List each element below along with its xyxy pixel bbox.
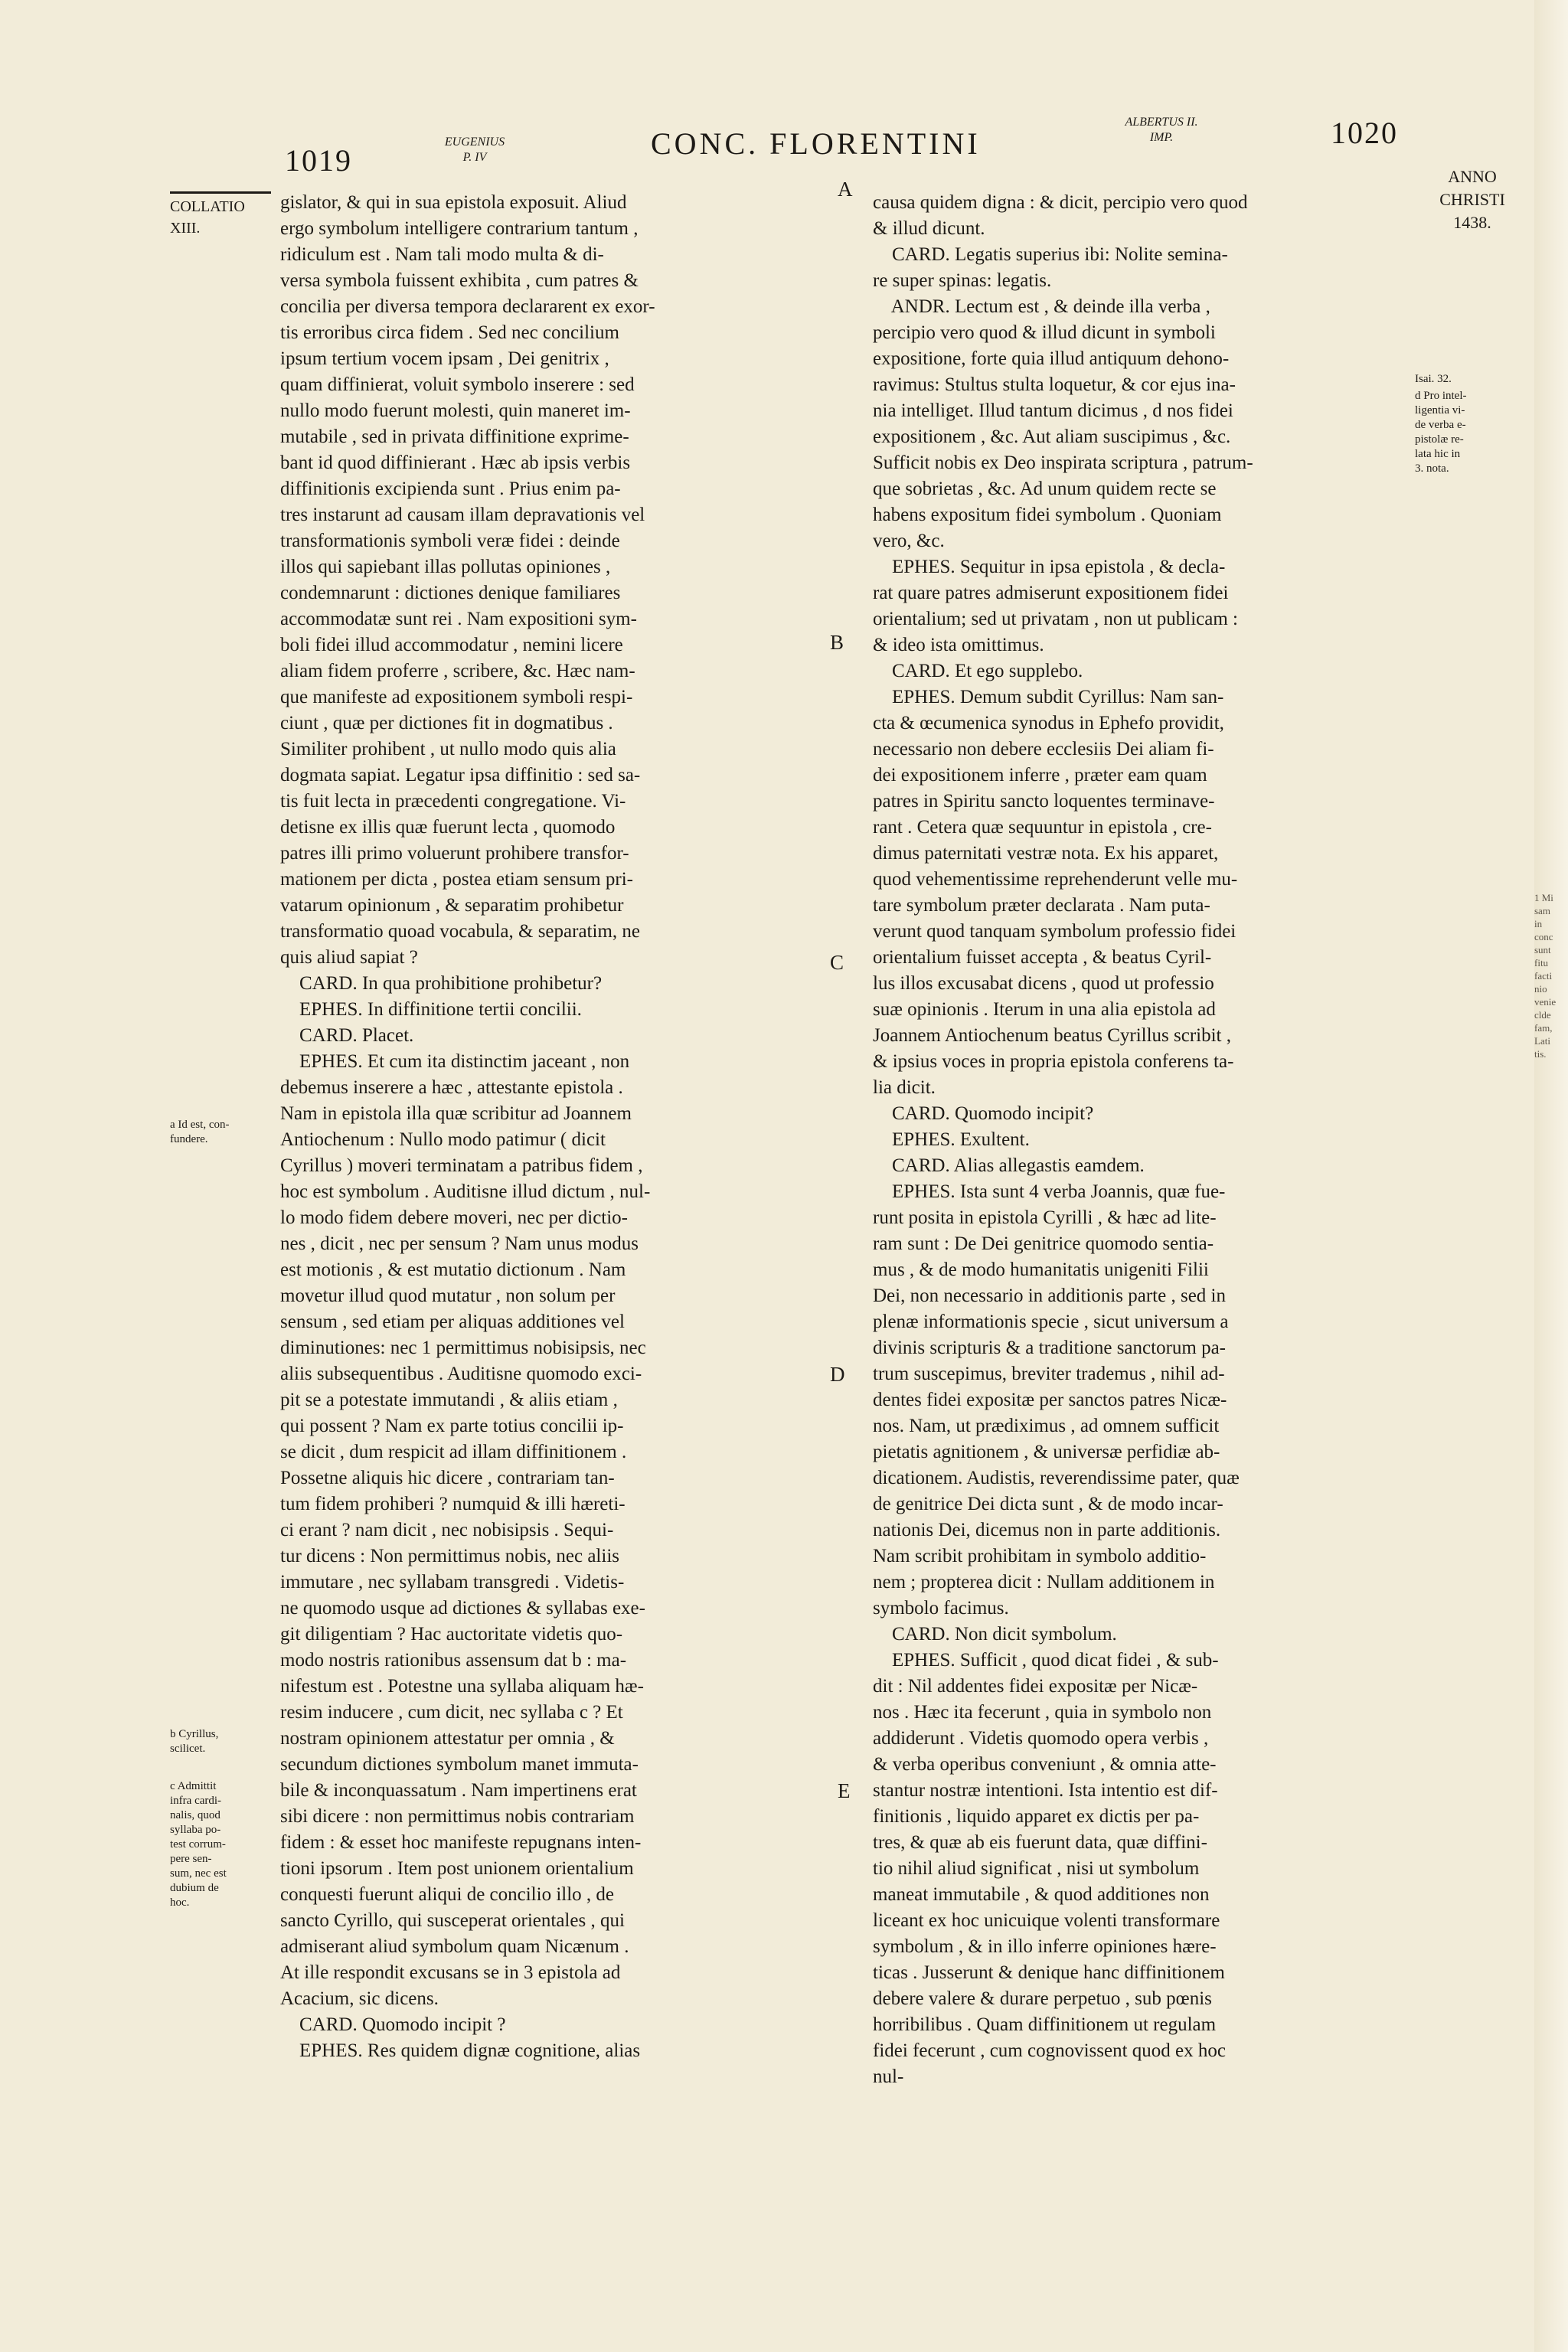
text-line: nos . Hæc ita fecerunt , quia in symbolo non (873, 1702, 1212, 1723)
text-line: Similiter prohibent , ut nullo modo quis alia (280, 739, 616, 760)
text-line: ram sunt : De Dei genitrice quomodo sentia- (873, 1233, 1214, 1254)
text-line: tur dicens : Non permittimus nobis, nec aliis (280, 1546, 619, 1566)
text-line: illos qui sapiebant illas pollutas opiniones , (280, 557, 611, 577)
collatio-label (170, 196, 271, 239)
text-line: sancto Cyrillo, qui susceperat orientales , qui (280, 1910, 625, 1931)
text-line: ergo symbolum intelligere contrarium tantum , (280, 218, 639, 239)
text-line: nes , dicit , nec per sensum ? Nam unus modus (280, 1233, 639, 1254)
text-line: sensum , sed etiam per aliquas additiones vel (280, 1312, 625, 1332)
text-line: patres illi primo voluerunt prohibere transfor- (280, 843, 629, 864)
text-line: conquesti fuerunt aliqui de concilio illo , de (280, 1884, 614, 1905)
text-line: verunt quod tanquam symbolum professio fidei (873, 921, 1236, 942)
text-line: boli fidei illud accommodatur , nemini licere (280, 635, 623, 655)
text-line: & verba operibus conveniunt , & omnia atte- (873, 1754, 1217, 1775)
pope-header-text: EUGENIUS P. IV (444, 136, 505, 164)
text-line: bant id quod diffinierant . Hæc ab ipsis verbis (280, 452, 631, 473)
year-note (1415, 165, 1530, 234)
text-line: debere valere & durare perpetuo , sub pœnis (873, 1988, 1212, 2009)
margin-note-c-text: c Admittit infra cardi- nalis, quod syllaba po- test corrum- pere sen- sum, nec est dubium de hoc. (170, 1780, 227, 1909)
text-line: diminutiones: nec 1 permittimus nobisipsis, nec (280, 1338, 646, 1358)
text-line: At ille respondit excusans se in 3 epistola ad (280, 1962, 621, 1983)
text-line: nem ; propterea dicit : Nullam additionem in (873, 1572, 1215, 1592)
text-line: sibi dicere : non permittimus nobis contrariam (280, 1806, 635, 1827)
text-line: expositionem , &c. Aut aliam suscipimus , &c. (873, 426, 1231, 447)
text-line: Dei, non necessario in additionis parte , sed in (873, 1285, 1226, 1306)
text-line: dogmata sapiat. Legatur ipsa diffinitio : sed sa- (280, 765, 641, 786)
text-line: CARD. In qua prohibitione prohibetur? (280, 973, 603, 994)
text-line: cta & œcumenica synodus in Ephefo providit, (873, 713, 1224, 733)
text-line: causa quidem digna : & dicit, percipio vero quod (873, 192, 1248, 213)
text-line: CARD. Placet. (280, 1025, 414, 1046)
text-line: EPHES. Res quidem dignæ cognitione, alias (280, 2040, 641, 2061)
text-line: divinis scripturis & a traditione sanctorum pa- (873, 1338, 1227, 1358)
text-line: dicationem. Audistis, reverendissime pater, quæ (873, 1468, 1240, 1488)
text-line: ANDR. Lectum est , & deinde illa verba , (873, 296, 1210, 317)
text-line: nia intelliget. Illud tantum dicimus , d nos fidei (873, 400, 1233, 421)
text-line: tio nihil aliud significat , nisi ut symbolum (873, 1858, 1200, 1879)
page-number-right: 1020 (1331, 116, 1398, 150)
text-line: transformationis symboli veræ fidei : deinde (280, 531, 620, 551)
text-line: que sobrietas , &c. Ad unum quidem recte se (873, 479, 1217, 499)
left-text-column (280, 190, 833, 2064)
text-line: aliam fidem proferre , scribere, &c. Hæc nam- (280, 661, 635, 681)
text-line: Nam in epistola illa quæ scribitur ad Joannem (280, 1103, 632, 1124)
text-line: dentes fidei expositæ per sanctos patres Nicæ- (873, 1390, 1227, 1410)
text-line: patres in Spiritu sancto loquentes terminave- (873, 791, 1215, 812)
text-line: EPHES. Sufficit , quod dicat fidei , & sub- (873, 1650, 1219, 1671)
text-line: est motionis , & est mutatio dictionum . Nam (280, 1259, 626, 1280)
text-line: nostram opinionem attestatur per omnia , & (280, 1728, 615, 1749)
pope-header (429, 135, 521, 165)
text-line: orientalium; sed ut privatam , non ut publicam : (873, 609, 1238, 629)
text-line: runt posita in epistola Cyrilli , & hæc ad lite- (873, 1207, 1217, 1228)
text-line: Joannem Antiochenum beatus Cyrillus scribit , (873, 1025, 1231, 1046)
page-edge (1534, 0, 1568, 2352)
text-line: CARD. Quomodo incipit? (873, 1103, 1094, 1124)
text-line: CARD. Quomodo incipit ? (280, 2014, 506, 2035)
text-line: que manifeste ad expositionem symboli respi- (280, 687, 633, 707)
margin-note-isai (1415, 372, 1537, 387)
text-line: gislator, & qui in sua epistola exposuit. Aliud (280, 192, 627, 213)
text-line: qui possent ? Nam ex parte totius concilii ip- (280, 1416, 624, 1436)
text-line: resim inducere , cum dicit, nec syllaba c ? Et (280, 1702, 623, 1723)
text-line: EPHES. Exultent. (873, 1129, 1030, 1150)
margin-note-a-text: a Id est, con- fundere. (170, 1119, 230, 1145)
text-line: modo nostris rationibus assensum dat b : ma- (280, 1650, 627, 1671)
text-line: tare symbolum præter declarata . Nam puta- (873, 895, 1210, 916)
text-line: quis aliud sapiat ? (280, 947, 418, 968)
text-line: fidem : & esset hoc manifeste repugnans inten- (280, 1832, 642, 1853)
text-line: detisne ex illis quæ fuerunt lecta , quomodo (280, 817, 616, 838)
text-line: transformatio quoad vocabula, & separatim, ne (280, 921, 640, 942)
text-line: fidei fecerunt , cum cognovissent quod ex hoc (873, 2040, 1226, 2061)
year-note-text: ANNO CHRISTI 1438. (1439, 167, 1505, 232)
text-line: secundum dictiones symbolum manet immuta- (280, 1754, 639, 1775)
text-line: rat quare patres admiserunt expositionem fidei (873, 583, 1229, 603)
collatio-text: COLLATIO XIII. (170, 198, 245, 237)
text-line: CARD. Alias allegastis eamdem. (873, 1155, 1145, 1176)
text-line: se dicit , dum respicit ad illam diffinitionem . (280, 1442, 627, 1462)
text-line: Sufficit nobis ex Deo inspirata scriptura , patrum- (873, 452, 1253, 473)
text-line: nul- (873, 2066, 904, 2087)
text-line: nos. Nam, ut prædiximus , ad omnem sufficit (873, 1416, 1220, 1436)
text-line: lia dicit. (873, 1077, 936, 1098)
text-line: plenæ informationis specie , sicut universum a (873, 1312, 1229, 1332)
text-line: lo modo fidem debere moveri, nec per dictio- (280, 1207, 629, 1228)
text-line: EPHES. Sequitur in ipsa epistola , & decla- (873, 557, 1226, 577)
text-line: rant . Cetera quæ sequuntur in epistola , cre- (873, 817, 1212, 838)
text-line: de genitrice Dei dicta sunt , & de modo incar- (873, 1494, 1223, 1514)
text-line: & ideo ista omittimus. (873, 635, 1044, 655)
text-line: & illud dicunt. (873, 218, 985, 239)
margin-note-c (170, 1779, 271, 1910)
emperor-header-text: ALBERTUS II. IMP. (1125, 116, 1198, 144)
text-line: aliis subsequentibus . Auditisne quomodo exci- (280, 1364, 642, 1384)
page-title: CONC. FLORENTINI (651, 126, 981, 161)
text-line: tres instarunt ad causam illam depravationis vel (280, 505, 645, 525)
right-text-column (873, 190, 1424, 2090)
text-line: EPHES. In diffinitione tertii concilii. (280, 999, 582, 1020)
text-line: EPHES. Et cum ita distinctim jaceant , non (280, 1051, 630, 1072)
text-line: pit se a potestate immutandi , & aliis etiam , (280, 1390, 618, 1410)
emperor-header (1096, 115, 1227, 145)
text-line: admiserant aliud symbolum quam Nicænum . (280, 1936, 629, 1957)
text-line: ipsum tertium vocem ipsam , Dei genitrix , (280, 348, 609, 369)
text-line: ciunt , quæ per dictiones fit in dogmatibus . (280, 713, 613, 733)
text-line: git diligentiam ? Hac auctoritate videtis quo- (280, 1624, 623, 1645)
text-line: quod vehementissime reprehenderunt velle mu- (873, 869, 1238, 890)
text-line: mutabile , sed in privata diffinitione exprime- (280, 426, 629, 447)
margin-note-d-text: d Pro intel- ligentia vi- de verba e- pistolæ re- lata hic in 3. nota. (1415, 390, 1467, 475)
column-mark-d: D (830, 1363, 845, 1386)
text-line: accommodatæ sunt rei . Nam expositioni sym- (280, 609, 637, 629)
text-line: Nam scribit prohibitam in symbolo additio- (873, 1546, 1207, 1566)
text-line: ci erant ? nam dicit , nec nobisipsis . Sequi- (280, 1520, 614, 1540)
text-line: Cyrillus ) moveri terminatam a patribus fidem , (280, 1155, 643, 1176)
collatio-rule (170, 191, 271, 194)
text-line: CARD. Non dicit symbolum. (873, 1624, 1117, 1645)
text-line: tres, & quæ ab eis fuerunt data, quæ diffini- (873, 1832, 1207, 1853)
text-line: nullo modo fuerunt molesti, quin maneret im- (280, 400, 631, 421)
text-line: Possetne aliquis hic dicere , contrariam tan- (280, 1468, 615, 1488)
text-line: movetur illud quod mutatur , non solum per (280, 1285, 616, 1306)
text-line: debemus inserere a hæc , attestante epistola . (280, 1077, 623, 1098)
text-line: dit : Nil addentes fidei expositæ per Nicæ- (873, 1676, 1198, 1697)
text-line: liceant ex hoc unicuique volenti transformare (873, 1910, 1220, 1931)
column-mark-e: E (838, 1779, 851, 1802)
text-line: suæ opinionis . Iterum in una alia epistola ad (873, 999, 1216, 1020)
text-line: tis fuit lecta in præcedenti congregatione. Vi- (280, 791, 626, 812)
text-line: expositione, forte quia illud antiquum dehono- (873, 348, 1230, 369)
bleed-through-text: 1 Mi sam in conc sunt fitu facti nio venie clde fam, Lati tis. (1534, 892, 1557, 1060)
text-line: nationis Dei, dicemus non in parte additionis. (873, 1520, 1221, 1540)
text-line: immutare , nec syllabam transgredi . Videtis- (280, 1572, 625, 1592)
text-line: EPHES. Ista sunt 4 verba Joannis, quæ fue- (873, 1181, 1226, 1202)
text-line: mus , & de modo humanitatis unigeniti Filii (873, 1259, 1209, 1280)
text-line: tis erroribus circa fidem . Sed nec concilium (280, 322, 619, 343)
text-line: CARD. Legatis superius ibi: Nolite semina- (873, 244, 1228, 265)
text-line: lus illos excusabat dicens , quod ut professio (873, 973, 1214, 994)
text-line: bile & inconquassatum . Nam impertinens erat (280, 1780, 637, 1801)
text-line: maneat immutabile , & quod additiones non (873, 1884, 1210, 1905)
text-line: CARD. Et ego supplebo. (873, 661, 1083, 681)
text-line: symbolum , & in illo inferre opiniones hære- (873, 1936, 1217, 1957)
text-line: tioni ipsorum . Item post unionem orientalium (280, 1858, 634, 1879)
text-line: pietatis agnitionem , & universæ perfidiæ ab- (873, 1442, 1220, 1462)
margin-note-b (170, 1727, 271, 1756)
text-line: addiderunt . Videtis quomodo opera verbis , (873, 1728, 1209, 1749)
text-line: ridiculum est . Nam tali modo multa & di- (280, 244, 604, 265)
text-line: habens expositum fidei symbolum . Quoniam (873, 505, 1222, 525)
text-line: ravimus: Stultus stulta loquetur, & cor ejus ina- (873, 374, 1236, 395)
text-line: EPHES. Demum subdit Cyrillus: Nam san- (873, 687, 1224, 707)
text-line: dei expositionem inferre , præter eam quam (873, 765, 1207, 786)
text-line: tum fidem prohiberi ? numquid & illi hæreti- (280, 1494, 626, 1514)
text-line: re super spinas: legatis. (873, 270, 1052, 291)
text-line: percipio vero quod & illud dicunt in symboli (873, 322, 1216, 343)
margin-note-b-text: b Cyrillus, scilicet. (170, 1728, 219, 1755)
text-line: trum suscepimus, breviter trademus , nihil ad- (873, 1364, 1225, 1384)
text-line: vatarum opinionum , & separatim prohibetur (280, 895, 624, 916)
running-header (0, 0, 1568, 191)
column-mark-b: B (830, 631, 844, 654)
column-mark-c: C (830, 951, 844, 974)
text-line: mationem per dicta , postea etiam sensum pri- (280, 869, 633, 890)
text-line: orientalium fuisset accepta , & beatus Cyril- (873, 947, 1212, 968)
text-line: Antiochenum : Nullo modo patimur ( dicit (280, 1129, 606, 1150)
margin-note-a (170, 1118, 271, 1147)
text-line: vero, &c. (873, 531, 945, 551)
text-line: Acacium, sic dicens. (280, 1988, 439, 2009)
column-mark-a: A (838, 178, 853, 201)
text-line: stantur nostræ intentioni. Ista intentio est dif- (873, 1780, 1218, 1801)
bleed-through-fragments (1534, 891, 1565, 1060)
text-line: necessario non debere ecclesiis Dei aliam fi- (873, 739, 1214, 760)
text-line: finitionis , liquido apparet ex dictis per pa- (873, 1806, 1200, 1827)
text-line: symbolo facimus. (873, 1598, 1009, 1619)
text-line: ne quomodo usque ad dictiones & syllabas exe- (280, 1598, 645, 1619)
text-line: ticas . Jusserunt & denique hanc diffinitionem (873, 1962, 1225, 1983)
text-line: condemnarunt : dictiones denique familiares (280, 583, 621, 603)
text-line: hoc est symbolum . Auditisne illud dictum , nul- (280, 1181, 651, 1202)
text-line: horribilibus . Quam diffinitionem ut regulam (873, 2014, 1217, 2035)
text-line: & ipsius voces in propria epistola conferens ta- (873, 1051, 1234, 1072)
margin-note-d (1415, 389, 1537, 476)
text-line: dimus paternitati vestræ nota. Ex his apparet, (873, 843, 1219, 864)
page-number-left: 1019 (285, 143, 352, 178)
text-line: concilia per diversa tempora declararent ex exor- (280, 296, 655, 317)
margin-note-isai-text: Isai. 32. (1415, 373, 1452, 385)
text-line: quam diffinierat, voluit symbolo inserere : sed (280, 374, 635, 395)
text-line: diffinitionis excipienda sunt . Prius enim pa- (280, 479, 621, 499)
text-line: nifestum est . Potestne una syllaba aliquam hæ- (280, 1676, 644, 1697)
text-line: versa symbola fuissent exhibita , cum patres & (280, 270, 639, 291)
